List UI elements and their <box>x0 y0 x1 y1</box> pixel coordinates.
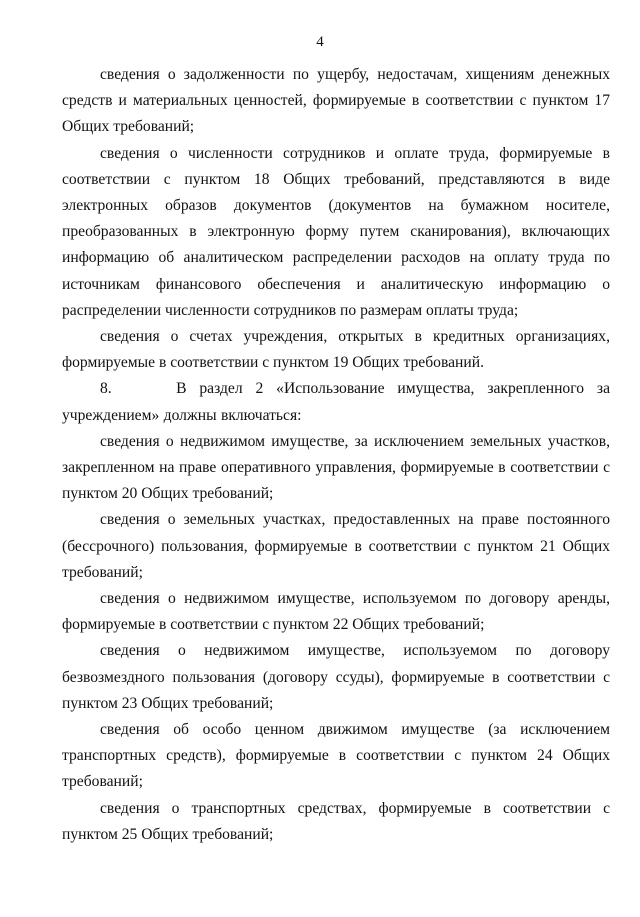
paragraph-debt-info: сведения о задолженности по ущербу, недостачам, хищениям денежных средств и материальных ценностей, формируемые в соответствии с пунктом 17 Общих требований; <box>62 66 610 136</box>
paragraph-real-estate: сведения о недвижимом имуществе, за исключением земельных участков, закрепленном на праве оперативного управления, формируемые в соответствии с пунктом 20 Общих требований; <box>62 432 610 503</box>
paragraph-vehicles: сведения о транспортных средствах, формируемые в соответствии с пунктом 25 Общих требований; <box>62 799 610 843</box>
document-body <box>62 62 610 848</box>
paragraph-free-use: сведения о недвижимом имуществе, используемом по договору безвозмездного пользования (договору ссуды), формируемые в соответствии с пунктом 23 Общих требований; <box>62 642 610 712</box>
paragraph-section-2-heading: 8. В раздел 2 «Использование имущества, закрепленного за учреждением» должны включаться: <box>62 380 610 424</box>
paragraph-valuable-movables: сведения об особо ценном движимом имуществе (за исключением транспортных средств), формируемые в соответствии с пунктом 24 Общих требований; <box>62 721 610 791</box>
page-number: 4 <box>316 34 324 50</box>
paragraph-staff-payroll: сведения о численности сотрудников и оплате труда, формируемые в соответствии с пунктом 18 Общих требований, представляются в виде электронных образов документов (документов на бумажном носителе, преобразованных в электронную форму путем сканирования), включающих информацию об аналитическом распределении расходов на оплату труда по источникам финансового обеспечения и аналитическую информацию о распределении численности сотрудников по размерам оплаты труда; <box>62 144 610 319</box>
paragraph-land-plots: сведения о земельных участках, предоставленных на праве постоянного (бессрочного) пользования, формируемые в соответствии с пунктом 21 Общих требований; <box>62 511 610 581</box>
paragraph-bank-accounts: сведения о счетах учреждения, открытых в кредитных организациях, формируемые в соответствии с пунктом 19 Общих требований. <box>62 328 610 372</box>
paragraph-lease: сведения о недвижимом имуществе, используемом по договору аренды, формируемые в соответствии с пунктом 22 Общих требований; <box>62 590 610 634</box>
